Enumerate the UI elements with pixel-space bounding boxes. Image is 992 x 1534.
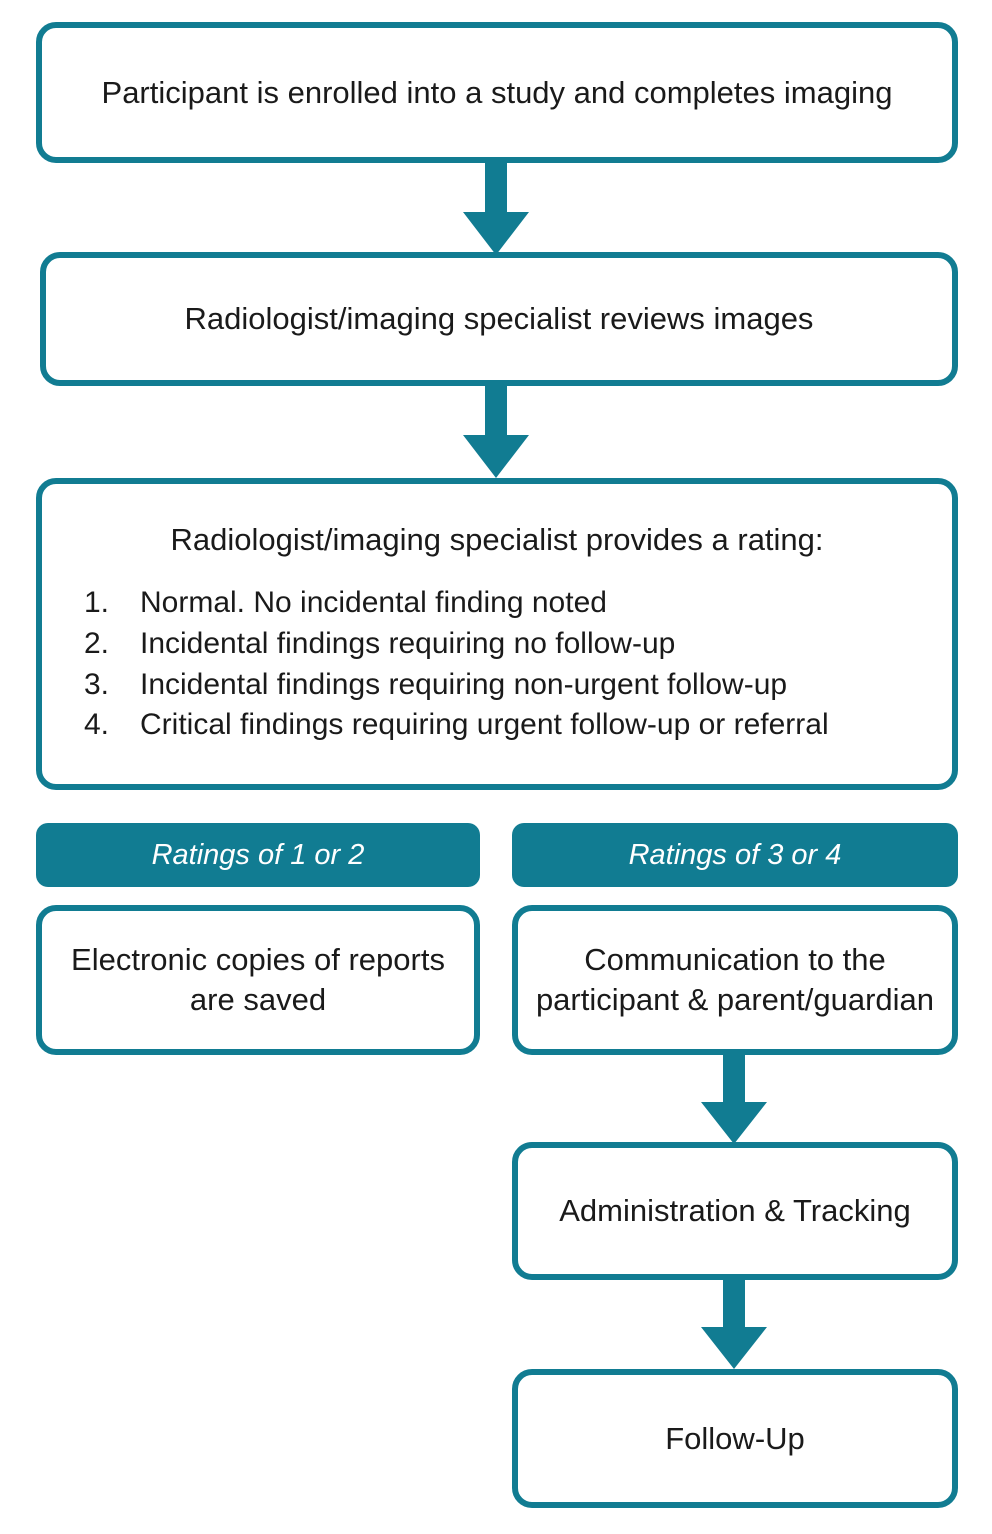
arrow-communication-to-administration xyxy=(701,1052,767,1144)
node-electronic-copies xyxy=(36,905,480,1055)
node-rating-title: Radiologist/imaging specialist provides a rating: xyxy=(170,522,824,558)
node-communication-label: Communication to the participant & parent/guardian xyxy=(535,942,935,1017)
rating-list xyxy=(62,584,932,745)
banner-ratings-3-or-4 xyxy=(512,823,958,887)
node-enrollment xyxy=(36,22,958,163)
banner-ratings-1-or-2-label: Ratings of 1 or 2 xyxy=(151,838,365,871)
node-follow-up-label: Follow-Up xyxy=(665,1420,805,1456)
node-review-label: Radiologist/imaging specialist reviews images xyxy=(184,301,814,337)
arrow-enrollment-to-review xyxy=(463,160,529,255)
rating-item-label: Incidental findings requiring no follow-up xyxy=(140,626,676,660)
rating-item-number: 1. xyxy=(84,586,110,620)
arrow-review-to-rating xyxy=(463,383,529,478)
node-administration-tracking xyxy=(512,1142,958,1280)
banner-ratings-1-or-2 xyxy=(36,823,480,887)
rating-item-number: 3. xyxy=(84,667,110,701)
list-item xyxy=(62,706,932,745)
rating-item-number: 4. xyxy=(84,708,110,742)
rating-item-number: 2. xyxy=(84,626,110,660)
node-administration-tracking-label: Administration & Tracking xyxy=(559,1193,911,1229)
rating-item-label: Critical findings requiring urgent follow-up or referral xyxy=(140,708,829,742)
node-follow-up xyxy=(512,1369,958,1508)
node-rating xyxy=(36,478,958,790)
rating-item-label: Normal. No incidental finding noted xyxy=(140,586,607,620)
list-item xyxy=(62,584,932,623)
rating-item-label: Incidental findings requiring non-urgent follow-up xyxy=(140,667,788,701)
node-communication xyxy=(512,905,958,1055)
list-item xyxy=(62,625,932,664)
arrow-administration-to-followup xyxy=(701,1277,767,1369)
list-item xyxy=(62,666,932,705)
node-enrollment-label: Participant is enrolled into a study and completes imaging xyxy=(101,74,893,110)
node-review xyxy=(40,252,958,386)
banner-ratings-3-or-4-label: Ratings of 3 or 4 xyxy=(628,838,842,871)
node-electronic-copies-label: Electronic copies of reports are saved xyxy=(71,942,445,1017)
